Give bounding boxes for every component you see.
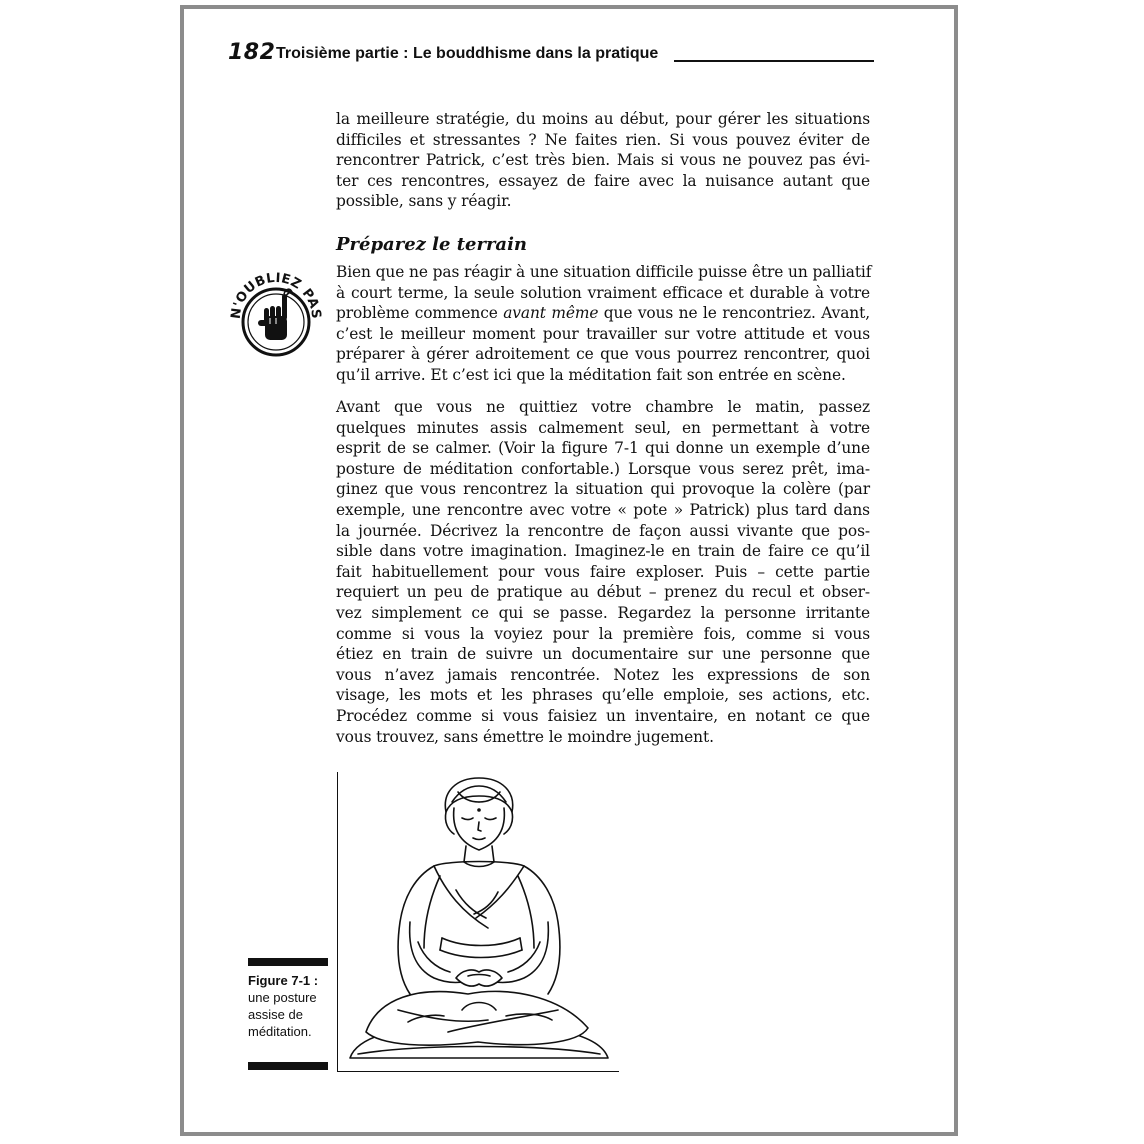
text-line: vous n’avez jamais rencontrée. Notez les expressions de son	[336, 665, 870, 684]
caption-line: une posture	[248, 990, 317, 1005]
text-line: Avant que vous ne quittiez votre chambre le matin, passez	[336, 398, 870, 416]
text-line: visage, les mots et les phrases qu’elle emploie, ses actions, etc.	[336, 686, 870, 705]
figure-label: Figure 7-1 :	[248, 973, 319, 988]
seated-meditation-illustration	[338, 772, 618, 1072]
text-line: préparer à gérer adroitement ce que vous pourrez rencontrer, quoi	[336, 345, 870, 364]
emphasis-text: avant même	[503, 304, 599, 323]
text-line	[336, 303, 870, 324]
text-line: comme si vous la voyiez pour la première fois, comme si vous	[336, 624, 870, 643]
text-line: possible, sans y réagir.	[336, 192, 512, 211]
header-rule	[674, 60, 874, 62]
text-line: quelques minutes assis calmement seul, en permettant à votre	[336, 418, 870, 437]
text-segment: que vous ne le rencontriez. Avant,	[598, 304, 870, 323]
caption-line: assise de	[248, 1007, 303, 1022]
hand-remember-icon	[226, 268, 326, 368]
text-line: Bien que ne pas réagir à une situation difficile puisse être un palliatif	[336, 263, 872, 281]
text-line: la meilleure stratégie, du moins au début, pour gérer les situations	[336, 110, 870, 128]
paragraph-1	[336, 109, 870, 212]
text-line: difficiles et stressantes ? Ne faites rien. Si vous pouvez éviter de	[336, 130, 870, 149]
text-line: ter ces rencontres, essayez de faire avec la nuisance autant que	[336, 171, 870, 190]
icon-label: N'OUBLIEZ PAS	[228, 270, 324, 320]
text-line: qu’il arrive. Et c’est ici que la méditation fait son entrée en scène.	[336, 365, 846, 384]
text-line: Procédez comme si vous faisiez un inventaire, en notant ce que	[336, 706, 870, 725]
section-heading: Préparez le terrain	[336, 234, 528, 255]
paragraph-3	[336, 397, 870, 747]
text-line: esprit de se calmer. (Voir la figure 7-1 qui donne un exemple d’une	[336, 439, 870, 458]
page-number: 182	[228, 40, 276, 65]
caption-rule-top	[248, 958, 328, 966]
text-line: à court terme, la seule solution vraiment efficace et durable à votre	[336, 283, 870, 302]
figure-caption	[248, 972, 334, 1040]
text-line: la journée. Décrivez la rencontre de façon aussi vivante que pos-	[336, 521, 870, 540]
text-line: vous trouvez, sans émettre le moindre jugement.	[336, 727, 714, 746]
text-line: vez simplement ce qui se passe. Regardez la personne irritante	[336, 603, 870, 622]
caption-line: méditation.	[248, 1024, 312, 1039]
text-line: requiert un peu de pratique au début – prenez du recul et obser-	[336, 583, 870, 602]
text-line: c’est le meilleur moment pour travailler sur votre attitude et vous	[336, 324, 870, 343]
text-line: fait habituellement pour vous faire exploser. Puis – cette partie	[336, 562, 870, 581]
text-line: exemple, une rencontre avec votre « pote » Patrick) plus tard dans	[336, 500, 870, 519]
text-line: rencontrer Patrick, c’est très bien. Mais si vous ne pouvez pas évi-	[336, 151, 870, 170]
running-head	[228, 40, 874, 66]
running-title: Troisième partie : Le bouddhisme dans la pratique	[276, 45, 659, 62]
caption-rule-bottom	[248, 1062, 328, 1070]
text-segment: problème commence	[336, 304, 504, 323]
text-line: étiez en train de suivre un documentaire sur une personne que	[336, 645, 870, 664]
paragraph-2	[336, 262, 870, 386]
text-line: sible dans votre imagination. Imaginez-le en train de faire ce qu’il	[336, 542, 870, 561]
text-line: posture de méditation confortable.) Lorsque vous serez prêt, ima-	[336, 459, 870, 478]
text-line: ginez que vous rencontrez la situation qui provoque la colère (par	[336, 480, 870, 499]
